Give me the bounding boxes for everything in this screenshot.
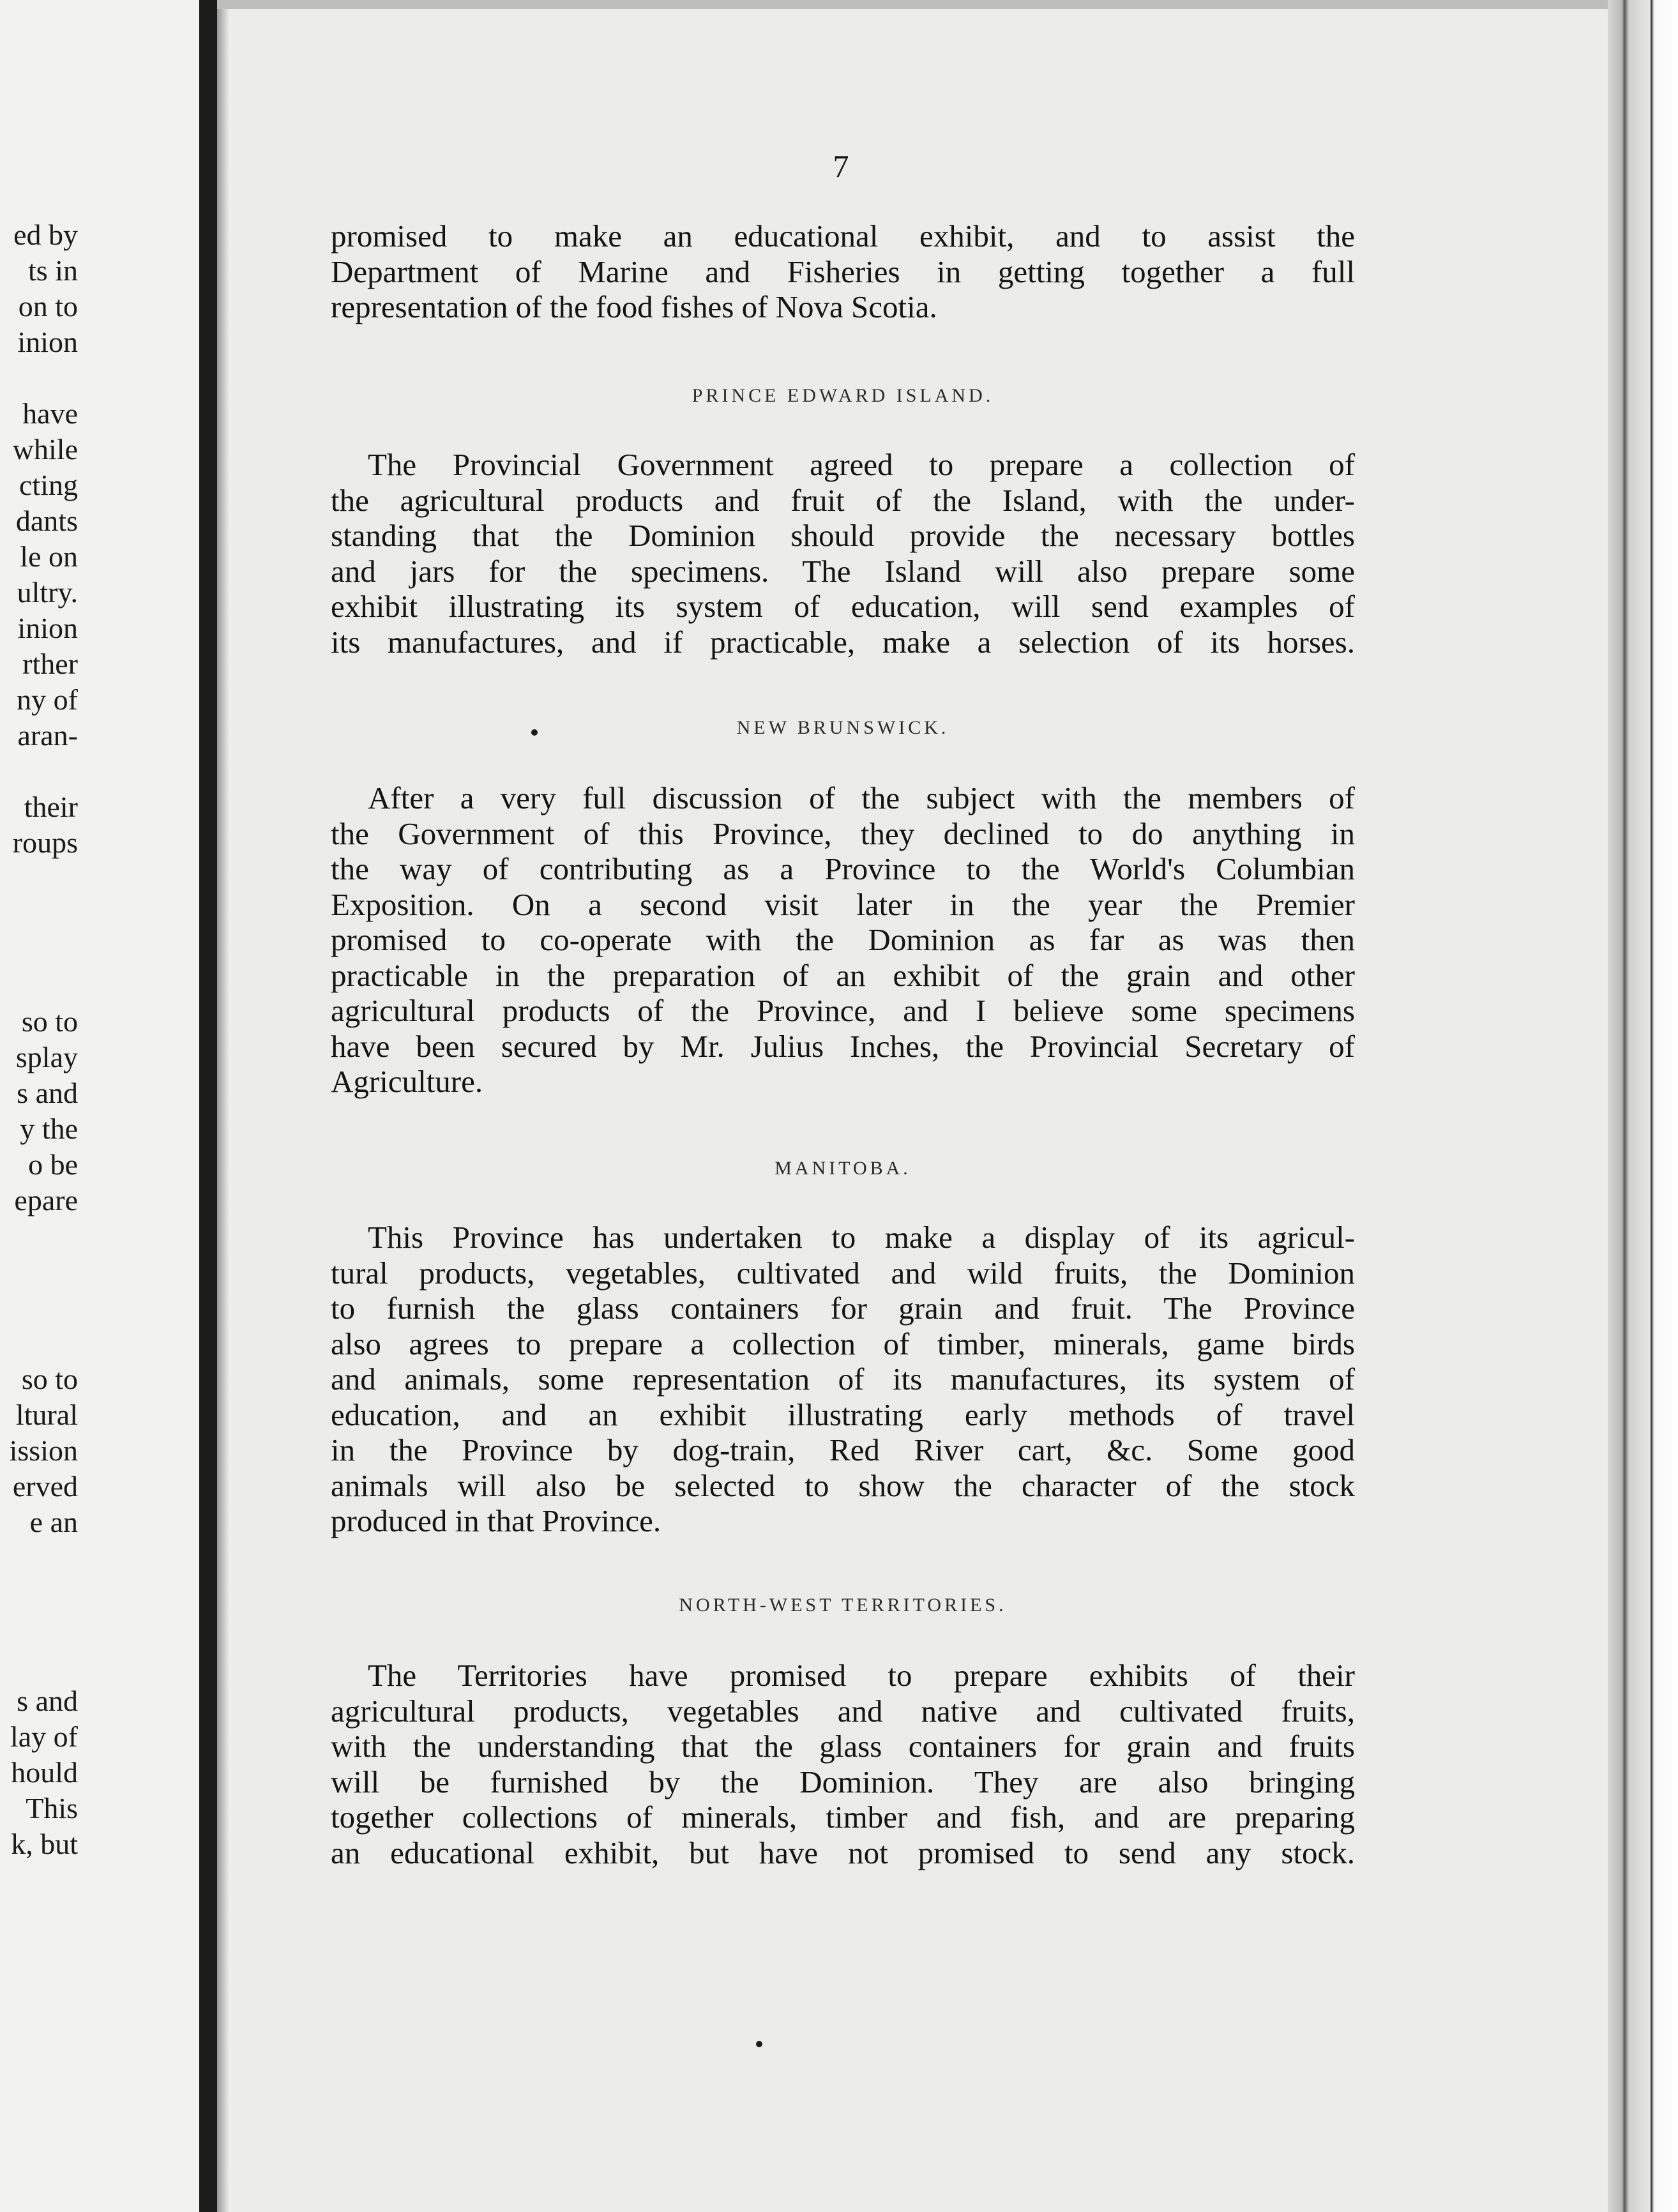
main-page [229, 0, 1608, 2212]
facing-page-text-line: ts in [28, 254, 78, 287]
paragraph-line: education, and an exhibit illustrating early methods of travel [331, 1397, 1355, 1432]
facing-page-text-line: epare [14, 1184, 78, 1216]
paragraph-prince-edward-island [331, 447, 1355, 660]
paragraph-line: Agriculture. [331, 1064, 483, 1099]
paragraph-line: an educational exhibit, but have not promised to send any stock. [331, 1835, 1355, 1870]
facing-page-text-line: on to [18, 290, 78, 322]
paragraph-line: promised to co-operate with the Dominion as far as was then [331, 922, 1355, 957]
facing-page-text-line: inion [17, 612, 78, 644]
section-heading-new-brunswick: NEW BRUNSWICK. [736, 717, 949, 738]
facing-page-text-line: aran- [17, 719, 78, 752]
intro-paragraph [331, 218, 1355, 325]
gutter-shadow [217, 0, 229, 2212]
book-gutter [199, 0, 217, 2212]
paragraph-line: animals will also be selected to show the character of the stock [331, 1467, 1355, 1503]
facing-page-text-line: k, but [11, 1828, 78, 1860]
paragraph-line: with the understanding that the glass containers for grain and fruits [331, 1729, 1355, 1764]
paragraph-line: standing that the Dominion should provide the necessary bottles [331, 518, 1355, 553]
paragraph-line: The Territories have promised to prepare exhibits of their [368, 1658, 1355, 1693]
paragraph-line: together collections of minerals, timber and fish, and are preparing [331, 1799, 1355, 1835]
paragraph-line: the way of contributing as a Province to the World's Columbian [331, 851, 1355, 886]
facing-page-text-line: y the [20, 1112, 78, 1145]
paragraph-new-brunswick [331, 780, 1355, 1100]
facing-page-text-line: roups [12, 826, 78, 859]
paragraph-line: The Provincial Government agreed to prepare a collection of [368, 447, 1355, 482]
paragraph-line: to furnish the glass containers for grain and fruit. The Province [331, 1291, 1355, 1326]
facing-page-text-line: o be [28, 1148, 78, 1181]
paragraph-line: Exposition. On a second visit later in the year the Premier [331, 886, 1355, 922]
facing-page-text-line: so to [21, 1005, 78, 1038]
facing-page-text-line: lay of [10, 1720, 78, 1753]
facing-page-text-line: hould [11, 1756, 78, 1789]
facing-page-fragment [0, 0, 199, 2212]
facing-page-text-line: e an [29, 1506, 78, 1538]
paragraph-line: This Province has undertaken to make a display of its agricul- [368, 1220, 1355, 1255]
page-top-edge [217, 0, 1622, 9]
paragraph-north-west-territories [331, 1658, 1355, 1870]
facing-page-text-line: erved [12, 1470, 78, 1503]
ink-dot [531, 729, 538, 736]
page-number: 7 [833, 148, 849, 184]
facing-page-text-line: s and [17, 1685, 78, 1717]
paragraph-line: have been secured by Mr. Julius Inches, the Provincial Secretary of [331, 1028, 1355, 1064]
facing-page-text-line: This [26, 1792, 78, 1824]
facing-page-text-line: have [22, 397, 78, 430]
facing-page-text-line: ny of [17, 683, 78, 716]
paragraph-line: in the Province by dog-train, Red River cart, &c. Some good [331, 1432, 1355, 1467]
facing-page-text-line: ission [9, 1434, 78, 1467]
paragraph-line: and jars for the specimens. The Island will also prepare some [331, 553, 1355, 589]
paragraph-manitoba [331, 1220, 1355, 1539]
paragraph-line: produced in that Province. [331, 1503, 661, 1538]
facing-page-text-line: their [24, 791, 78, 823]
facing-page-text-line: s and [17, 1077, 78, 1109]
paragraph-line: the Government of this Province, they declined to do anything in [331, 815, 1355, 851]
facing-page-text-line: ed by [13, 218, 78, 251]
section-heading-prince-edward-island: PRINCE EDWARD ISLAND. [692, 385, 994, 406]
paragraph-line: agricultural products, vegetables and native and cultivated fruits, [331, 1693, 1355, 1729]
paragraph-line: promised to make an educational exhibit, and to assist the [331, 218, 1355, 254]
paragraph-line: the agricultural products and fruit of the Island, with the under- [331, 482, 1355, 518]
paragraph-line: Department of Marine and Fisheries in getting together a full [331, 254, 1355, 289]
paragraph-line: agricultural products of the Province, and I believe some specimens [331, 993, 1355, 1028]
facing-page-text-line: ultry. [17, 576, 78, 609]
facing-page-text-line: rther [22, 648, 78, 680]
paragraph-line: also agrees to prepare a collection of timber, minerals, game birds [331, 1326, 1355, 1361]
paragraph-line: tural products, vegetables, cultivated and wild fruits, the Dominion [331, 1255, 1355, 1291]
paragraph-line: After a very full discussion of the subject with the members of [368, 780, 1355, 815]
section-heading-manitoba: MANITOBA. [775, 1158, 911, 1179]
paragraph-line: exhibit illustrating its system of education, will send examples of [331, 589, 1355, 624]
facing-page-text-line: splay [15, 1041, 78, 1073]
facing-page-text-line: so to [21, 1363, 78, 1395]
facing-page-text-line: inion [17, 326, 78, 358]
paragraph-line: and animals, some representation of its manufactures, its system of [331, 1361, 1355, 1397]
ink-dot [756, 2041, 762, 2047]
facing-page-text-line: dants [15, 504, 78, 537]
paragraph-line: representation of the food fishes of Nova Scotia. [331, 289, 937, 324]
paragraph-line: practicable in the preparation of an exhibit of the grain and other [331, 957, 1355, 993]
facing-page-text-line: le on [20, 540, 78, 573]
facing-page-text-line: while [12, 433, 78, 466]
page-right-edge [1608, 0, 1678, 2212]
paragraph-line: its manufactures, and if practicable, make a selection of its horses. [331, 624, 1355, 660]
facing-page-text-line: cting [19, 469, 78, 501]
facing-page-text-line: ltural [15, 1398, 78, 1431]
paragraph-line: will be furnished by the Dominion. They are also bringing [331, 1764, 1355, 1799]
section-heading-north-west-territories: NORTH-WEST TERRITORIES. [679, 1595, 1007, 1616]
